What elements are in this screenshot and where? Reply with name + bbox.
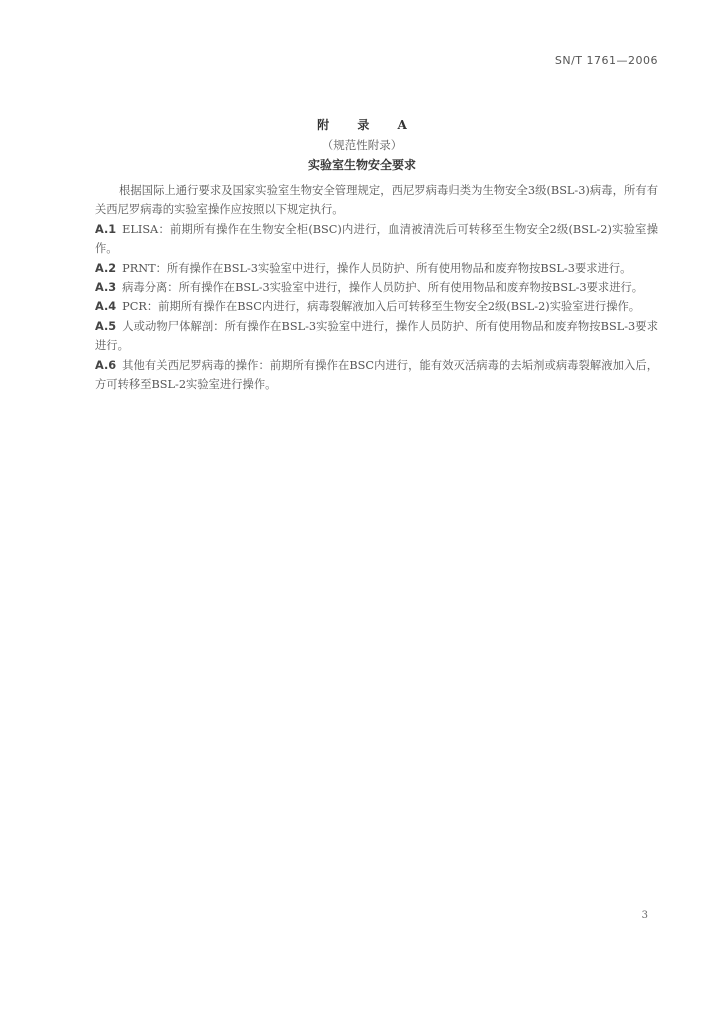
item-text: 其他有关西尼罗病毒的操作：前期所有操作在BSC内进行，能有效灭活病毒的去垢剂或病毒裂解液加入后，方可转移至BSL-2实验室进行操作。: [95, 358, 658, 392]
item-a2: [95, 259, 658, 278]
item-a6: [95, 356, 658, 395]
intro-paragraph: 根据国际上通行要求及国家实验室生物安全管理规定，西尼罗病毒归类为生物安全3级(BSL-3)病毒，所有有关西尼罗病毒的实验室操作应按照以下规定执行。: [95, 184, 658, 217]
item-label: A.5: [95, 319, 117, 333]
item-label: A.2: [95, 261, 117, 275]
appendix-name: 实验室生物安全要求: [307, 158, 416, 172]
item-text: PCR：前期所有操作在BSC内进行，病毒裂解液加入后可转移至生物安全2级(BSL-2)实验室进行操作。: [122, 300, 641, 314]
item-a1: [95, 220, 658, 259]
appendix-title: 附 录 A: [317, 118, 419, 132]
standard-number: SN/T 1761—2006: [554, 54, 658, 67]
item-label: A.1: [95, 222, 117, 236]
appendix-heading: [0, 116, 724, 174]
item-a4: [95, 297, 658, 316]
item-label: A.3: [95, 281, 117, 295]
item-text: 病毒分离：所有操作在BSL-3实验室中进行，操作人员防护、所有使用物品和废弃物按BSL-3要求进行。: [122, 281, 644, 295]
document-body: [95, 181, 658, 394]
item-label: A.4: [95, 300, 117, 314]
item-label: A.6: [95, 358, 117, 372]
appendix-subtitle: （规范性附录）: [321, 138, 403, 152]
item-a5: [95, 317, 658, 356]
item-text: PRNT：所有操作在BSL-3实验室中进行，操作人员防护、所有使用物品和废弃物按BSL-3要求进行。: [122, 261, 632, 275]
item-a3: [95, 278, 658, 297]
item-text: 人或动物尸体解剖：所有操作在BSL-3实验室中进行，操作人员防护、所有使用物品和废弃物按BSL-3要求进行。: [95, 319, 658, 353]
item-text: ELISA：前期所有操作在生物安全柜(BSC)内进行，血清被清洗后可转移至生物安全2级(BSL-2)实验室操作。: [95, 222, 658, 256]
page-number: 3: [641, 910, 648, 921]
